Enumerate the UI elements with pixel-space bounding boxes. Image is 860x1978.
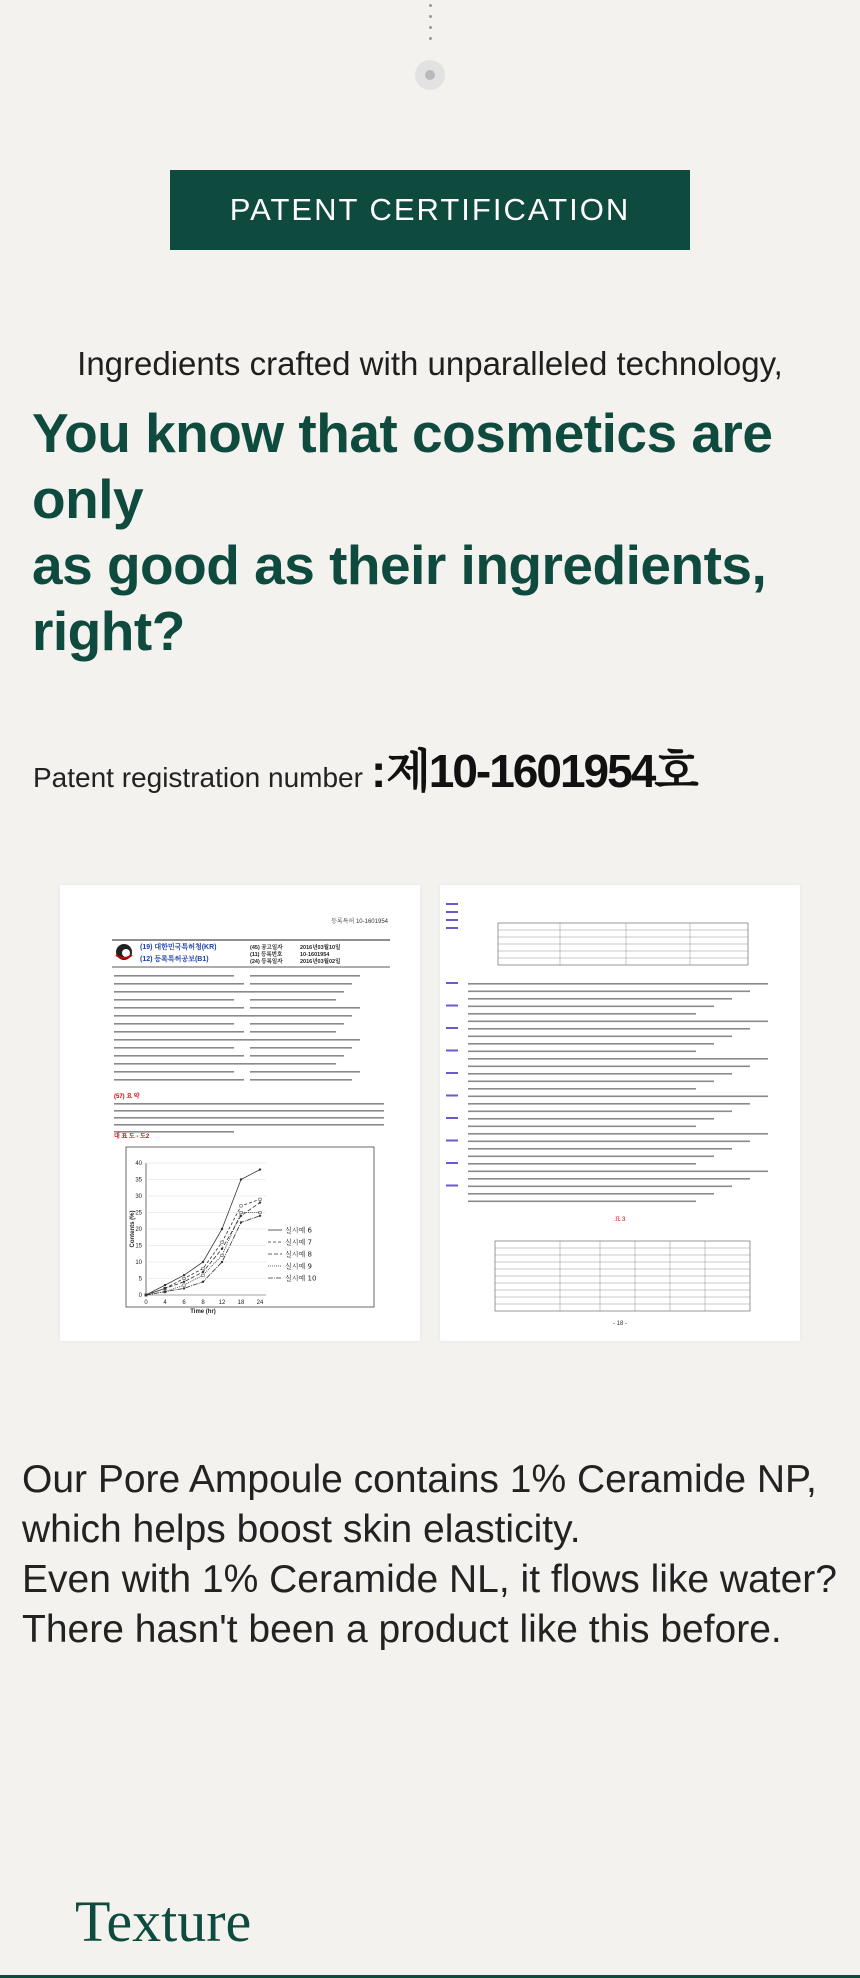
patent-label: Patent registration number [33, 762, 363, 793]
doc-text-line [468, 1156, 714, 1158]
chart-y-tick-label: 35 [135, 1177, 142, 1184]
doc2-paragraph-marker [446, 903, 458, 905]
chart-point [221, 1248, 223, 1250]
doc-text-line [114, 1007, 244, 1009]
chart-y-tick-label: 5 [138, 1276, 142, 1283]
headline-line-1: You know that cosmetics are only [32, 402, 773, 530]
chart-point [259, 1215, 261, 1217]
chart-point [240, 1211, 242, 1213]
chart-point [183, 1287, 185, 1289]
patent-number: 제10-1601954호 [386, 745, 697, 797]
doc-text-line [114, 1031, 244, 1033]
doc2-paragraph-marker [446, 1095, 458, 1097]
texture-heading: Texture [75, 1889, 252, 1954]
doc2-paragraph-marker [446, 1117, 458, 1119]
doc-office-line-2: (12) 등록특허공보(B1) [140, 956, 209, 963]
chart-point [164, 1287, 166, 1289]
doc2-paragraph-marker [446, 927, 458, 929]
doc-text-line [114, 1103, 384, 1105]
doc-text-line [114, 1055, 244, 1057]
doc2-paragraph-marker [446, 1005, 458, 1007]
doc-representative-figure-label: 대 표 도 - 도2 [114, 1134, 150, 1140]
chart-y-tick-label: 40 [135, 1161, 142, 1167]
chart-point [183, 1277, 185, 1279]
doc-text-line [468, 1126, 696, 1128]
body-line-4: There hasn't been a product like this before. [22, 1608, 782, 1651]
doc-text-line [114, 1117, 384, 1119]
chart-legend-label: 실시예 6 [285, 1226, 312, 1235]
doc-meta-label: (11) 등록번호 [250, 952, 283, 958]
chart-x-tick-label: 8 [201, 1300, 205, 1306]
doc-text-line [468, 1006, 714, 1008]
chart-point [202, 1281, 204, 1283]
doc2-paragraph-marker [446, 1140, 458, 1142]
chart-point [183, 1284, 185, 1286]
chart-point [240, 1178, 242, 1180]
doc-text-line [468, 1036, 732, 1038]
chart-point [202, 1274, 204, 1276]
doc-text-line [250, 1047, 352, 1049]
body-line-3: Even with 1% Ceramide NL, it flows like water? [22, 1558, 837, 1601]
doc-text-line [250, 1079, 352, 1081]
doc-meta-value: 10-1601954 [300, 952, 330, 958]
chart-point [259, 1168, 261, 1170]
doc-text-line [114, 1110, 384, 1112]
doc-text-line [114, 1124, 384, 1126]
release-profile-chart [130, 1161, 316, 1315]
chart-point [164, 1284, 166, 1286]
doc-text-line [468, 1111, 732, 1113]
doc-text-line [468, 1171, 768, 1173]
doc-text-line [114, 1071, 234, 1073]
doc-text-line [468, 1193, 714, 1195]
doc-text-line [468, 1178, 750, 1180]
chart-y-axis-label: Contents (%) [130, 1210, 136, 1248]
chart-x-tick-label: 0 [144, 1300, 148, 1306]
chart-x-tick-label: 12 [218, 1300, 226, 1306]
chart-point [240, 1205, 242, 1207]
doc-text-line [250, 975, 360, 977]
doc-section-label: (57) 요 약 [114, 1094, 140, 1100]
doc-text-line [114, 1039, 254, 1041]
chart-point [164, 1291, 166, 1293]
doc-text-line [114, 975, 234, 977]
chart-y-tick-label: 30 [135, 1194, 142, 1200]
chart-legend-label: 실시예 8 [285, 1250, 312, 1259]
chart-y-tick-label: 25 [135, 1210, 142, 1217]
patent-document-page-1 [60, 885, 420, 1341]
doc-meta-label: (45) 공고일자 [250, 945, 283, 951]
doc-text-line [468, 1201, 696, 1203]
doc-text-line [468, 983, 768, 985]
doc2-paragraph-marker [446, 1162, 458, 1164]
doc-text-line [114, 1131, 234, 1133]
chart-point [221, 1228, 223, 1230]
doc-text-line [468, 1043, 714, 1045]
patent-document-page-2 [440, 885, 800, 1341]
chart-legend-label: 실시예 9 [285, 1262, 312, 1271]
doc-text-line [250, 1039, 360, 1041]
chart-legend-label: 실시예 10 [285, 1274, 317, 1283]
doc-text-line [468, 1066, 750, 1068]
doc-text-line [250, 983, 352, 985]
doc-text-line [468, 1073, 732, 1075]
chart-y-tick-label: 0 [138, 1293, 142, 1299]
doc-text-line [114, 1023, 234, 1025]
chart-point [202, 1261, 204, 1263]
doc-text-line [468, 1118, 714, 1120]
doc2-paragraph-marker [446, 919, 458, 921]
chart-legend-label: 실시예 7 [285, 1238, 312, 1247]
chart-point [183, 1274, 185, 1276]
chart-point [221, 1241, 223, 1243]
doc2-paragraph-marker [446, 1185, 458, 1187]
doc-text-line [114, 999, 234, 1001]
doc-text-line [250, 991, 344, 993]
headline [32, 400, 860, 664]
doc-text-line [468, 998, 732, 1000]
body-line-2: which helps boost skin elasticity. [22, 1508, 581, 1551]
chart-series-line [146, 1216, 260, 1295]
doc-text-line [468, 1081, 714, 1083]
chart-y-tick-label: 15 [135, 1243, 142, 1250]
doc-text-line [468, 1051, 696, 1053]
kipo-logo-icon [116, 944, 132, 960]
chart-y-tick-label: 10 [135, 1260, 142, 1266]
doc-text-line [114, 1015, 254, 1017]
scroll-indicator-circle [415, 60, 445, 90]
chart-point [259, 1201, 261, 1203]
doc-text-line [468, 1058, 768, 1060]
doc2-paragraph-marker [446, 911, 458, 913]
doc-text-line [468, 1088, 696, 1090]
chart-point [259, 1198, 261, 1200]
chart-x-tick-label: 6 [182, 1300, 186, 1306]
doc-text-line [250, 1063, 336, 1065]
doc-meta-label: (24) 등록일자 [250, 959, 283, 965]
doc-text-line [114, 1063, 254, 1065]
doc-text-line [114, 991, 254, 993]
patent-registration [33, 735, 697, 795]
doc-text-line [468, 1141, 750, 1143]
doc-header-number: 등록특허 10-1601954 [331, 919, 388, 925]
chart-y-tick-label: 20 [135, 1227, 142, 1233]
chart-point [221, 1261, 223, 1263]
doc-text-line [468, 1096, 768, 1098]
doc-text-line [250, 1055, 344, 1057]
doc2-paragraph-marker [446, 1027, 458, 1029]
doc-text-line [250, 1071, 360, 1073]
doc-text-line [250, 1031, 336, 1033]
chart-x-tick-label: 4 [163, 1300, 167, 1306]
patent-certification-button[interactable]: PATENT CERTIFICATION [170, 170, 690, 250]
doc2-page-label: - 18 - [612, 1321, 628, 1327]
doc2-table-caption: 표 3 [614, 1217, 626, 1223]
chart-point [221, 1254, 223, 1256]
chart-x-tick-label: 18 [237, 1300, 245, 1306]
doc-text-line [250, 1023, 344, 1025]
doc-text-line [250, 999, 336, 1001]
doc-text-line [468, 1021, 768, 1023]
headline-line-2: as good as their ingredients, right? [32, 534, 767, 662]
doc-text-line [468, 1148, 732, 1150]
doc-meta-value: 2016년03월10일 [300, 945, 341, 951]
doc-text-line [114, 1047, 234, 1049]
doc-text-line [114, 983, 244, 985]
doc2-paragraph-marker [446, 1072, 458, 1074]
doc-text-line [468, 1013, 696, 1015]
scroll-indicator-dots [428, 4, 432, 56]
doc2-paragraph-marker [446, 1050, 458, 1052]
ceramide-description [22, 1455, 852, 1655]
doc-office-line-1: (19) 대한민국특허청(KR) [140, 944, 217, 951]
doc-text-line [468, 1163, 696, 1165]
doc-text-line [250, 1015, 352, 1017]
chart-point [183, 1281, 185, 1283]
doc2-paragraph-marker [446, 982, 458, 984]
doc-text-line [468, 1186, 732, 1188]
chart-point [202, 1271, 204, 1273]
doc-text-line [114, 1079, 244, 1081]
chart-point [240, 1221, 242, 1223]
doc-text-line [468, 1133, 768, 1135]
intro-text: Ingredients crafted with unparalleled technology, [77, 345, 783, 382]
chart-x-axis-label: Time (hr) [190, 1309, 216, 1315]
body-line-1: Our Pore Ampoule contains 1% Ceramide NP, [22, 1458, 817, 1501]
doc-text-line [468, 1103, 750, 1105]
chart-x-tick-label: 24 [256, 1300, 264, 1306]
chart-point [202, 1267, 204, 1269]
doc-meta-value: 2016년03월02일 [300, 959, 341, 965]
chart-point [145, 1294, 147, 1296]
patent-separator: : [370, 745, 387, 797]
doc-text-line [468, 1028, 750, 1030]
chart-point [259, 1211, 261, 1213]
doc-text-line [468, 991, 750, 993]
doc-text-line [250, 1007, 360, 1009]
